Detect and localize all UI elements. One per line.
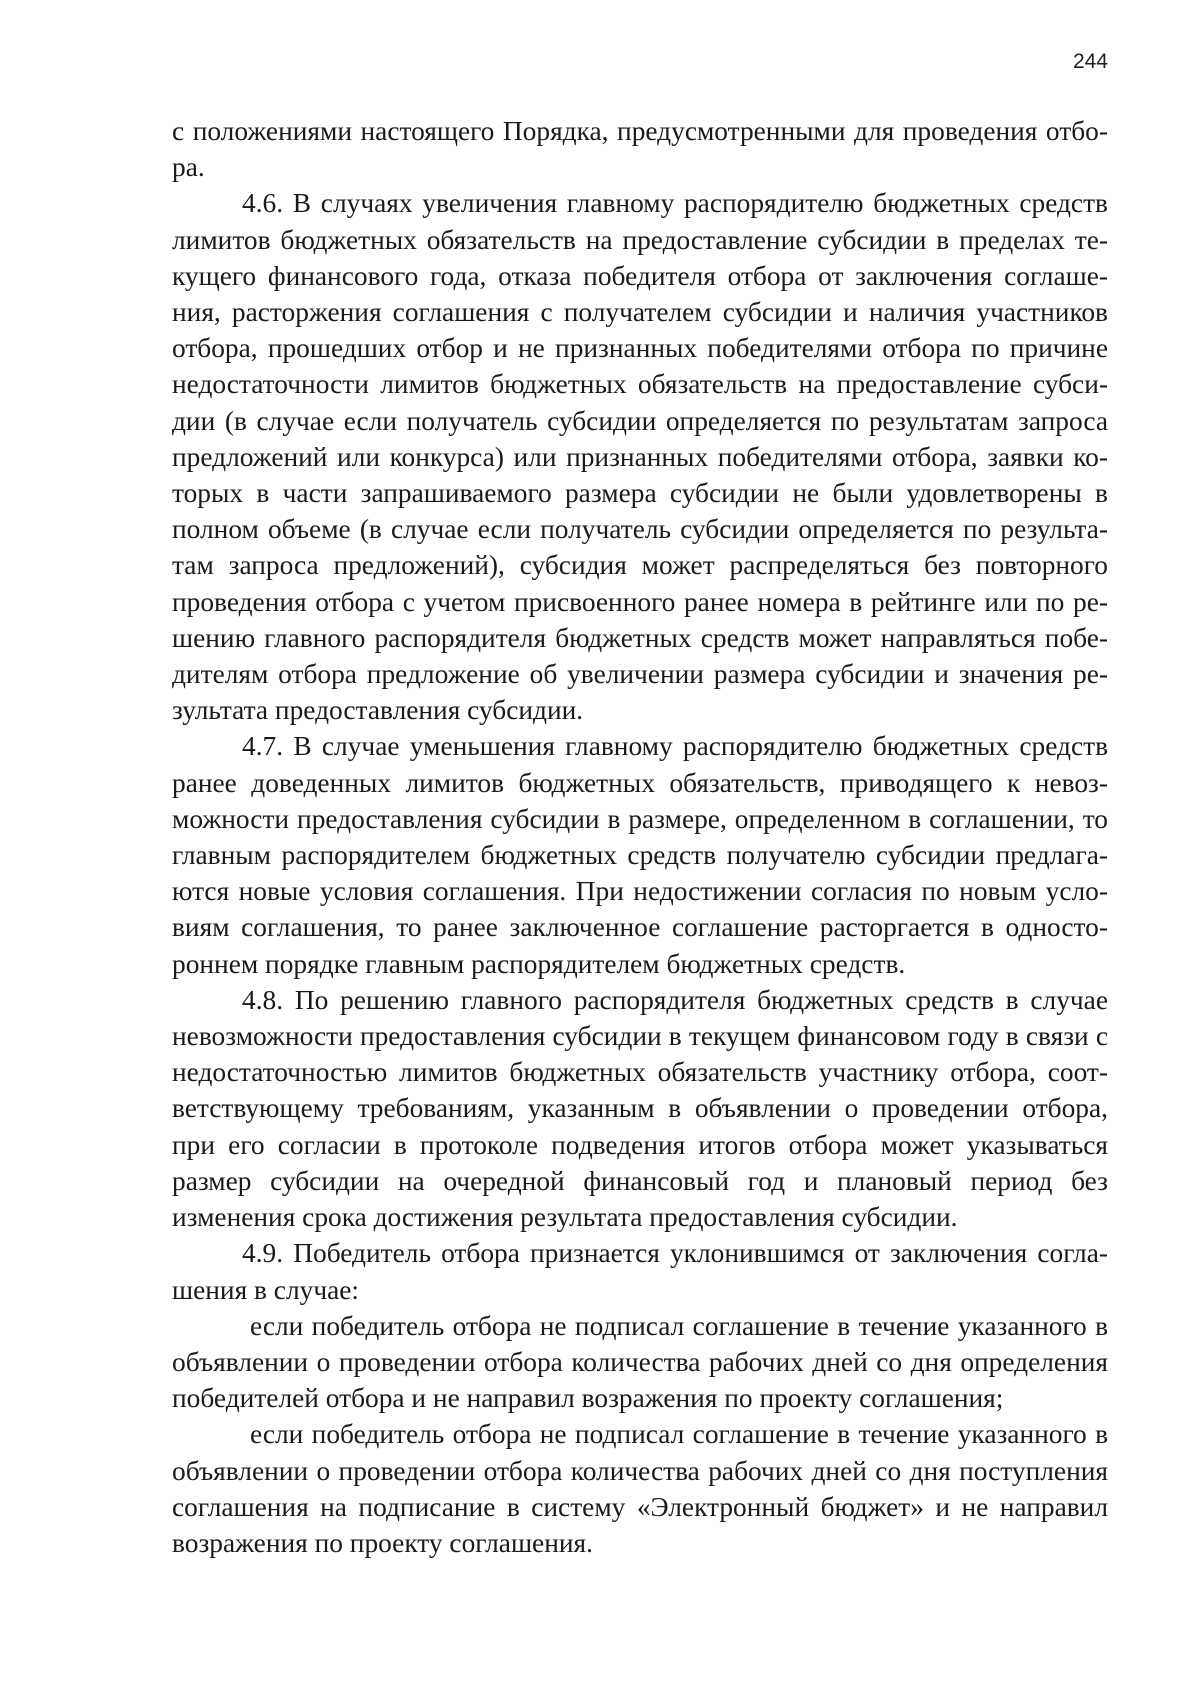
- paragraph-4-9: 4.9. Победитель отбора признается уклонившимся от заключения соглашения в случае:: [172, 1238, 1108, 1305]
- paragraph-continuation: с положениями настоящего Порядка, предусмотренными для проведения отбора.: [172, 116, 1108, 183]
- document-body: [172, 113, 1108, 1561]
- paragraph-4-6: 4.6. В случаях увеличения главному распорядителю бюджетных средств лимитов бюджетных обязательств на предоставление субсидии в пределах текущего финансового года, отказа победителя отбора от заключения соглашения, расторжения соглашения с получателем субсидии и наличия участников отбора, прошедших отбор и не признанных победителями отбора по причине недостаточности лимитов бюджетных обязательств на предоставление субсидии (в случае если получатель субсидии определяется по результатам запроса предложений или конкурса) или признанных победителями отбора, заявки которых в части запрашиваемого размера субсидии не были удовлетворены в полном объеме (в случае если получатель субсидии определяется по результатам запроса предложений), субсидия может распределяться без повторного проведения отбора с учетом присвоенного ранее номера в рейтинге или по решению главного распорядителя бюджетных средств может направляться победителям отбора предложение об увеличении размера субсидии и значения результата предоставления субсидии.: [172, 188, 1108, 726]
- paragraph-4-8: 4.8. По решению главного распорядителя бюджетных средств в случае невозможности предоставления субсидии в текущем финансовом году в связи с недостаточностью лимитов бюджетных обязательств участнику отбора, соответствующему требованиям, указанным в объявлении о проведении отбора, при его согласии в протоколе подведения итогов отбора может указываться размер субсидии на очередной финансовый год и плановый период без изменения срока достижения результата предоставления субсидии.: [172, 984, 1108, 1233]
- page-number: 244: [1072, 50, 1108, 73]
- paragraph-4-9-case-a: если победитель отбора не подписал соглашение в течение указанного в объявлении о проведении отбора количества рабочих дней со дня определения победителей отбора и не направил возражения по проекту соглашения;: [172, 1310, 1108, 1414]
- paragraph-4-7: 4.7. В случае уменьшения главному распорядителю бюджетных средств ранее доведенных лимитов бюджетных обязательств, приводящего к невозможности предоставления субсидии в размере, определенном в соглашении, то главным распорядителем бюджетных средств получателю субсидии предлагаются новые условия соглашения. При недостижении согласия по новым условиям соглашения, то ранее заключенное соглашение расторгается в одностороннем порядке главным распорядителем бюджетных средств.: [172, 731, 1108, 979]
- paragraph-4-9-case-b: если победитель отбора не подписал соглашение в течение указанного в объявлении о проведении отбора количества рабочих дней со дня поступления соглашения на подписание в систему «Электронный бюджет» и не направил возражения по проекту соглашения.: [172, 1419, 1108, 1558]
